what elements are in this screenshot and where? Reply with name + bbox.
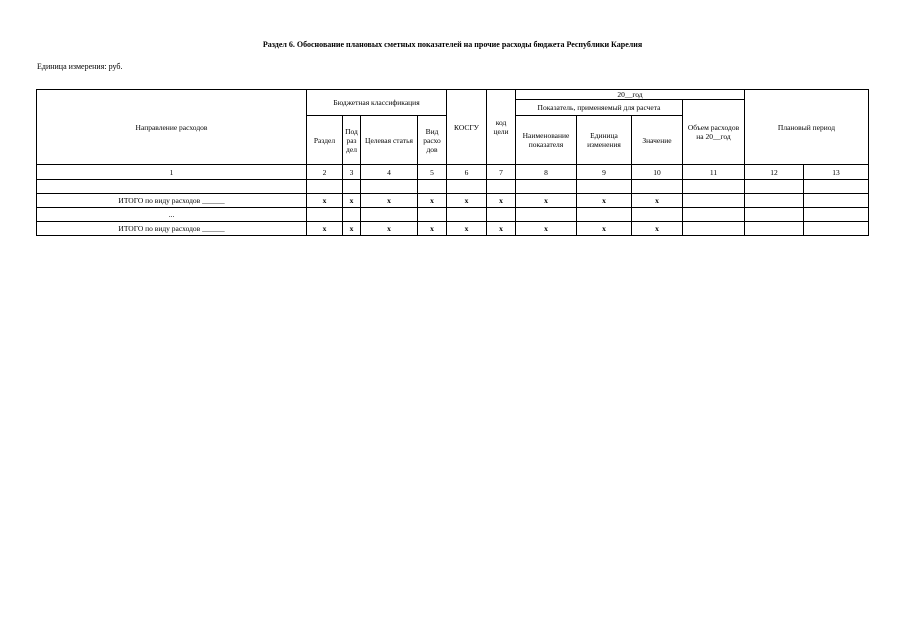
column-number: 1 [37,165,307,180]
table-cell[interactable] [683,194,745,208]
column-numbers-row [37,165,869,180]
header-razdel: Раздел [307,116,343,165]
table-cell[interactable]: x [632,194,683,208]
table-cell[interactable] [745,208,804,222]
table-row [37,194,869,208]
table-cell[interactable]: x [361,194,418,208]
table-cell[interactable]: x [577,222,632,236]
table-cell[interactable] [632,180,683,194]
header-direction: Направление расходов [37,90,307,165]
table-cell[interactable]: x [632,222,683,236]
column-number: 6 [447,165,487,180]
column-number: 9 [577,165,632,180]
column-number: 5 [418,165,447,180]
table-cell[interactable] [516,208,577,222]
table-cell[interactable]: x [487,222,516,236]
table-cell[interactable] [361,180,418,194]
table-cell[interactable]: x [418,222,447,236]
unit-label: Единица измерения: руб. [37,62,123,71]
table-cell[interactable] [487,208,516,222]
table-cell[interactable]: x [343,194,361,208]
column-number: 13 [804,165,869,180]
table-cell[interactable] [804,222,869,236]
header-kosgu: КОСГУ [447,90,487,165]
table-cell[interactable]: x [447,194,487,208]
header-budget-classification: Бюджетная классификация [307,90,447,116]
table-cell[interactable] [745,222,804,236]
table-cell[interactable] [683,208,745,222]
table-cell[interactable] [577,180,632,194]
row-label: ИТОГО по виду расходов ______ [37,222,307,236]
table-cell[interactable]: x [307,222,343,236]
table-cell[interactable]: x [307,194,343,208]
row-label [37,180,307,194]
table-cell[interactable] [447,208,487,222]
table-cell[interactable]: x [516,222,577,236]
table-cell[interactable] [447,180,487,194]
table-cell[interactable]: x [343,222,361,236]
column-number: 3 [343,165,361,180]
table-cell[interactable]: x [577,194,632,208]
table-cell[interactable]: x [418,194,447,208]
page-title: Раздел 6. Обоснование плановых сметных показателей на прочие расходы бюджета Республики Карелия [262,40,643,49]
column-number: 4 [361,165,418,180]
table-row [37,208,869,222]
table-cell[interactable] [343,180,361,194]
column-number: 2 [307,165,343,180]
header-planning-period: Плановый период [745,90,869,165]
table-row [37,222,869,236]
column-number: 11 [683,165,745,180]
header-target-article: Целевая статья [361,116,418,165]
table-row [37,180,869,194]
header-indicator-value: Значение [632,116,683,165]
header-indicator-group: Показатель, применяемый для расчета [516,100,683,116]
expenses-table [36,89,869,236]
column-number: 7 [487,165,516,180]
table-cell[interactable] [745,194,804,208]
table-cell[interactable] [516,180,577,194]
table-cell[interactable] [804,180,869,194]
table-cell[interactable]: x [447,222,487,236]
column-number: 10 [632,165,683,180]
table-cell[interactable] [487,180,516,194]
table-cell[interactable] [361,208,418,222]
table-cell[interactable] [804,194,869,208]
table-cell[interactable]: x [361,222,418,236]
table-cell[interactable] [577,208,632,222]
table-cell[interactable] [683,222,745,236]
table-cell[interactable]: x [487,194,516,208]
table-cell[interactable] [418,180,447,194]
header-indicator-name: Наименование показателя [516,116,577,165]
row-label: ИТОГО по виду расходов ______ [37,194,307,208]
column-number: 12 [745,165,804,180]
header-vid-rashodov: Вид расхо дов [418,116,447,165]
table-cell[interactable] [307,208,343,222]
row-label: ... [37,208,307,222]
table-cell[interactable] [804,208,869,222]
header-volume: Объем расходов на 20__год [683,100,745,165]
column-number: 8 [516,165,577,180]
table-cell[interactable] [683,180,745,194]
header-podrazdel: Под раз дел [343,116,361,165]
header-kod-celi: код цели [487,90,516,165]
table-cell[interactable] [418,208,447,222]
table-cell[interactable]: x [516,194,577,208]
header-indicator-unit: Единица изменения [577,116,632,165]
header-year: 20__год [516,90,745,100]
table-cell[interactable] [343,208,361,222]
table-cell[interactable] [745,180,804,194]
table-cell[interactable] [307,180,343,194]
table-cell[interactable] [632,208,683,222]
